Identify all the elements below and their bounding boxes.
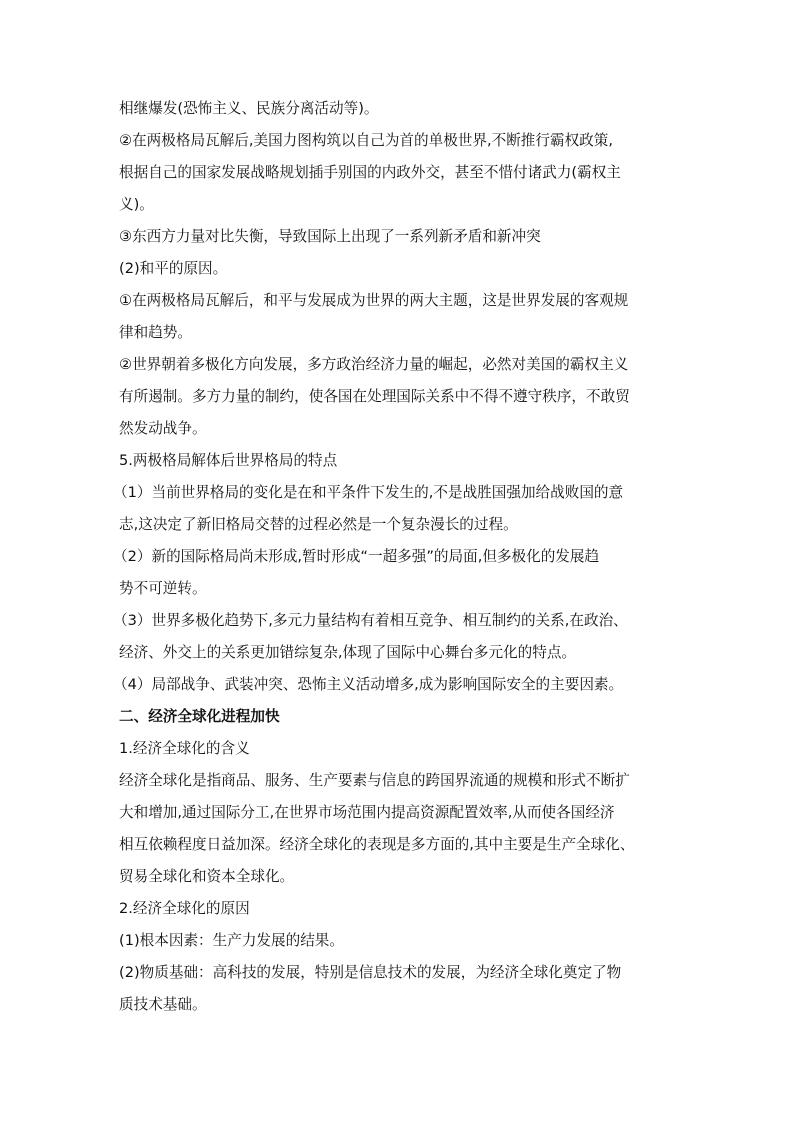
text-line: ②在两极格局瓦解后,美国力图构筑以自己为首的单极世界,不断推行霸权政策,: [119, 132, 614, 149]
text-line: ③东西方力量对比失衡，导致国际上出现了一系列新矛盾和新冲突: [119, 228, 541, 245]
section-subheading: 1.经济全球化的含义: [119, 740, 250, 757]
text-line: （1）当前世界格局的变化是在和平条件下发生的,不是战胜国强加给战败国的意: [113, 484, 624, 501]
section-subheading: 2.经济全球化的原因: [119, 900, 250, 917]
section-heading: 二、经济全球化进程加快: [119, 708, 280, 725]
text-line: （3）世界多极化趋势下,多元力量结构有着相互竞争、相互制约的关系,在政治、: [113, 612, 628, 629]
text-line: 志,这决定了新旧格局交替的过程必然是一个复杂漫长的过程。: [119, 516, 518, 533]
text-line: (1)根本因素：生产力发展的结果。: [119, 932, 344, 949]
text-line: (2)和平的原因。: [119, 260, 228, 277]
text-line: 律和趋势。: [119, 324, 192, 341]
text-line: 根据自己的国家发展战略规划插手别国的内政外交，甚至不惜付诸武力(霸权主: [119, 164, 621, 181]
text-line: 相继爆发(恐怖主义、民族分离活动等)。: [119, 100, 379, 117]
text-line: 势不可逆转。: [119, 580, 207, 597]
text-line: ①在两极格局瓦解后，和平与发展成为世界的两大主题，这是世界发展的客观规: [119, 292, 629, 309]
text-line: ②世界朝着多极化方向发展，多方政治经济力量的崛起，必然对美国的霸权主义: [119, 356, 629, 373]
text-line: 贸易全球化和资本全球化。: [119, 868, 295, 885]
text-line: 义)。: [119, 196, 154, 213]
text-line: 相互依赖程度日益加深。经济全球化的表现是多方面的,其中主要是生产全球化、: [119, 836, 635, 853]
text-line: 质技术基础。: [119, 996, 207, 1013]
text-line: （2）新的国际格局尚未形成,暂时形成“一超多强”的局面,但多极化的发展趋: [113, 548, 600, 565]
text-line: 经济全球化是指商品、服务、生产要素与信息的跨国界流通的规模和形式不断扩: [119, 772, 630, 789]
text-line: 大和增加,通过国际分工,在世界市场范围内提高资源配置效率,从而使各国经济: [119, 804, 615, 821]
text-line: 有所遏制。多方力量的制约，使各国在处理国际关系中不得不遵守秩序，不敢贸: [119, 388, 630, 405]
text-line: 然发动战争。: [119, 420, 207, 437]
section-subheading: 5.两极格局解体后世界格局的特点: [119, 452, 338, 469]
text-line: (2)物质基础：高科技的发展，特别是信息技术的发展，为经济全球化奠定了物: [119, 964, 622, 981]
text-line: 经济、外交上的关系更加错综复杂,体现了国际中心舞台多元化的特点。: [119, 644, 577, 661]
text-line: （4）局部战争、武装冲突、恐怖主义活动增多,成为影响国际安全的主要因素。: [113, 676, 624, 693]
